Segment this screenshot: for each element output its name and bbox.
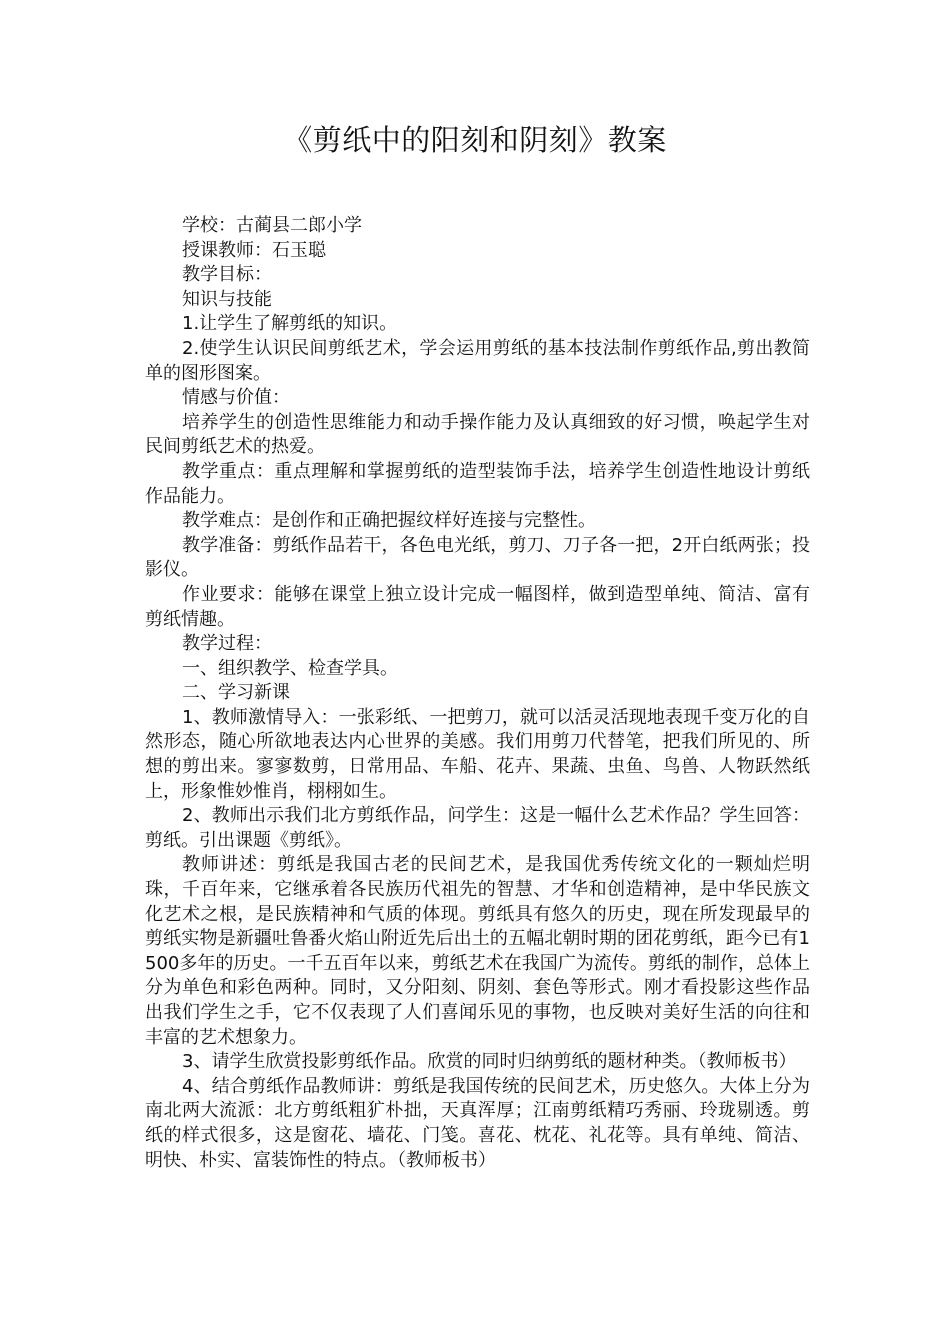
process-heading: 教学过程： xyxy=(182,633,272,655)
objectives-heading: 教学目标： xyxy=(182,264,272,286)
objective-item-2: 2.使学生认识民间剪纸艺术，学会运用剪纸的基本技法制作剪纸作品,剪出教简单的图形图案。 xyxy=(145,337,810,384)
emotion-values-heading: 情感与价值： xyxy=(182,387,290,409)
difficulties: 教学难点：是创作和正确把握纹样好连接与完整性。 xyxy=(182,510,596,532)
emotion-values-text: 培养学生的创造性思维能力和动手操作能力及认真细致的好习惯，唤起学生对民间剪纸艺术的热爱。 xyxy=(145,411,810,458)
objective-item-1: 1.让学生了解剪纸的知识。 xyxy=(182,313,398,335)
key-points: 教学重点：重点理解和掌握剪纸的造型装饰手法，培养学生创造性地设计剪纸作品能力。 xyxy=(145,460,810,507)
document-body xyxy=(145,214,810,1173)
lesson-paragraph-1: 1、教师激情导入：一张彩纸、一把剪刀，就可以活灵活现地表现千变万化的自然形态，随心所欲地表达内心世界的美感。我们用剪刀代替笔，把我们所见的、所想的剪出来。寥寥数剪，日常用品、车船、花卉、果蔬、虫鱼、鸟兽、人物跃然纸上，形象惟妙惟肖，栩栩如生。 xyxy=(145,706,810,802)
process-step-2: 二、学习新课 xyxy=(182,682,290,704)
school-line: 学校：古蔺县二郎小学 xyxy=(182,215,362,236)
teacher-line: 授课教师：石玉聪 xyxy=(182,239,326,261)
document-title: 《剪纸中的阳刻和阴刻》教案 xyxy=(283,123,667,157)
lesson-paragraph-3: 3、请学生欣赏投影剪纸作品。欣赏的同时归纳剪纸的题材种类。（教师板书） xyxy=(182,1051,797,1073)
process-step-1: 一、组织教学、检查学具。 xyxy=(182,657,398,679)
homework: 作业要求：能够在课堂上独立设计完成一幅图样，做到造型单纯、简洁、富有剪纸情趣。 xyxy=(145,583,810,630)
lesson-paragraph-4: 4、结合剪纸作品教师讲：剪纸是我国传统的民间艺术，历史悠久。大体上分为南北两大流派：北方剪纸粗犷朴拙，天真浑厚；江南剪纸精巧秀丽、玲珑剔透。剪纸的样式很多，这是窗花、墙花、门笺。喜花、枕花、礼花等。具有单纯、简洁、明快、朴实、富装饰性的特点。（教师板书） xyxy=(145,1075,810,1171)
preparation: 教学准备：剪纸作品若干，各色电光纸，剪刀、刀子各一把，2开白纸两张；投影仪。 xyxy=(145,534,810,581)
lesson-paragraph-2: 2、教师出示我们北方剪纸作品，问学生：这是一幅什么艺术作品？学生回答：剪纸。引出课题《剪纸》。 xyxy=(145,805,810,851)
knowledge-skills-heading: 知识与技能 xyxy=(182,288,272,310)
teacher-narration: 教师讲述：剪纸是我国古老的民间艺术，是我国优秀传统文化的一颗灿烂明珠，千百年来，它继承着各民族历代祖先的智慧、才华和创造精神，是中华民族文化艺术之根，是民族精神和气质的体现。剪纸具有悠久的历史，现在所发现最早的剪纸实物是新疆吐鲁番火焰山附近先后出土的五幅北朝时期的团花剪纸，距今已有1500多年的历史。一千五百年以来，剪纸艺术在我国广为流传。剪纸的制作，总体上分为单色和彩色两种。同时，又分阳刻、阴刻、套色等形式。刚才看投影这些作品出我们学生之手，它不仅表现了人们喜闻乐见的事物，也反映对美好生活的向往和丰富的艺术想象力。 xyxy=(145,854,810,1048)
